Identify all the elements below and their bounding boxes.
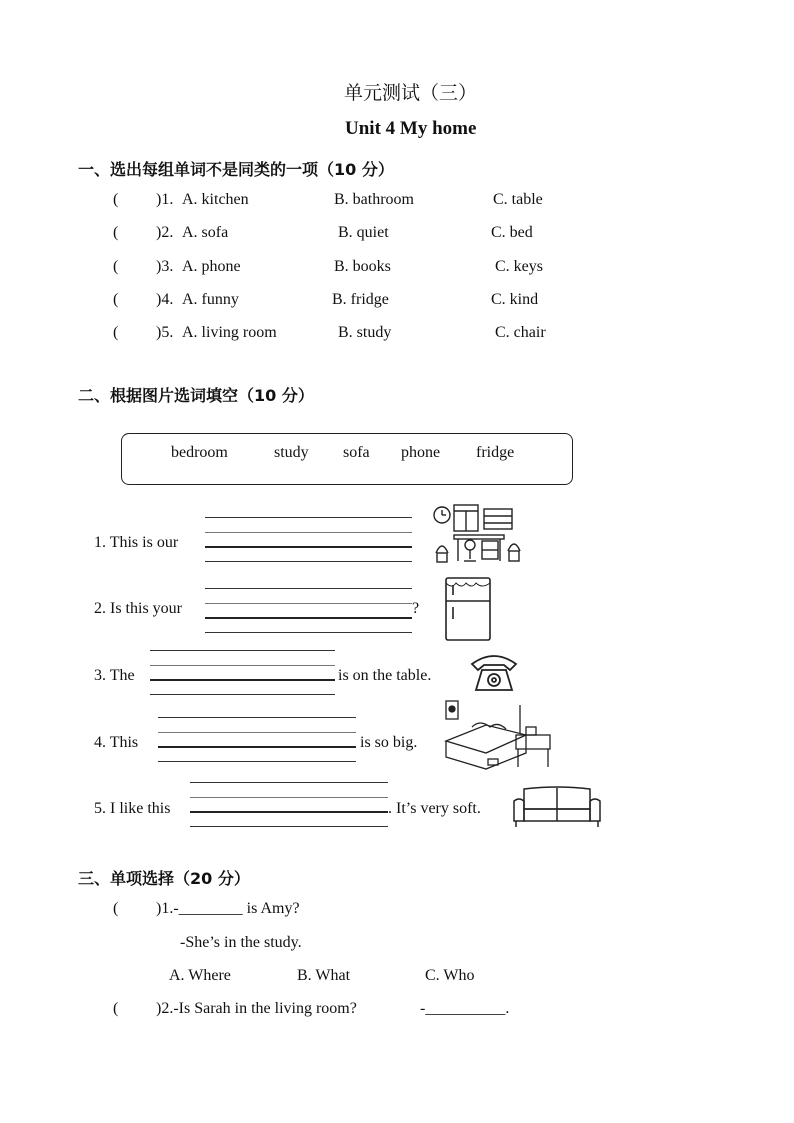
- fill-item-prompt: 2. Is this your: [94, 600, 182, 617]
- question-number: )4.: [156, 291, 174, 308]
- question-number: )1.: [156, 191, 174, 208]
- option-a: A. funny: [182, 291, 239, 308]
- question-number: )2.: [156, 224, 174, 241]
- word-bank-item: fridge: [476, 444, 515, 461]
- fill-item-suffix: ?: [412, 600, 420, 617]
- study-room-icon: [432, 503, 524, 565]
- option-b: B. books: [334, 258, 391, 275]
- option-b: B. fridge: [332, 291, 389, 308]
- option-a: A. phone: [182, 258, 241, 275]
- word-bank-item: sofa: [343, 444, 370, 461]
- fill-item-prompt: 3. The: [94, 667, 135, 684]
- option-b: B. bathroom: [334, 191, 414, 208]
- page-subtitle: Unit 4 My home: [345, 118, 477, 139]
- question-answer-line: -__________.: [420, 1000, 510, 1017]
- writing-lines[interactable]: [150, 650, 335, 696]
- section-1-heading: 一、选出每组单词不是同类的一项（10 分）: [78, 160, 394, 179]
- word-bank-item: phone: [401, 444, 441, 461]
- option-a: A. Where: [169, 967, 231, 984]
- fill-item-prompt: 5. I like this: [94, 800, 171, 817]
- answer-paren[interactable]: (: [113, 1000, 119, 1017]
- writing-lines[interactable]: [205, 517, 412, 563]
- option-c: C. Who: [425, 967, 475, 984]
- option-a: A. kitchen: [182, 191, 249, 208]
- answer-paren[interactable]: (: [113, 900, 119, 917]
- writing-lines[interactable]: [205, 588, 412, 634]
- answer-paren[interactable]: (: [113, 224, 119, 241]
- question-text: )1.-________ is Amy?: [156, 900, 300, 917]
- writing-lines[interactable]: [190, 782, 388, 828]
- question-answer-line: -She’s in the study.: [180, 934, 302, 951]
- option-b: B. What: [297, 967, 351, 984]
- option-c: C. table: [493, 191, 543, 208]
- section-3-heading: 三、单项选择（20 分）: [78, 869, 250, 888]
- option-a: A. sofa: [182, 224, 229, 241]
- page-title: 单元测试（三）: [344, 82, 478, 104]
- answer-paren[interactable]: (: [113, 191, 119, 208]
- fridge-icon: [443, 575, 493, 643]
- option-c: C. bed: [491, 224, 533, 241]
- question-number: )5.: [156, 324, 174, 341]
- writing-lines[interactable]: [158, 717, 356, 763]
- sofa-icon: [512, 785, 602, 829]
- word-bank-item: study: [274, 444, 309, 461]
- fill-item-suffix: is on the table.: [338, 667, 432, 684]
- fill-item-suffix: is so big.: [360, 734, 418, 751]
- question-text: )2.-Is Sarah in the living room?: [156, 1000, 357, 1017]
- option-b: B. quiet: [338, 224, 389, 241]
- option-a: A. living room: [182, 324, 277, 341]
- question-number: )3.: [156, 258, 174, 275]
- option-b: B. study: [338, 324, 392, 341]
- word-bank-item: bedroom: [171, 444, 228, 461]
- bedroom-icon: [442, 697, 554, 773]
- fill-item-prompt: 4. This: [94, 734, 139, 751]
- option-c: C. chair: [495, 324, 546, 341]
- answer-paren[interactable]: (: [113, 258, 119, 275]
- answer-paren[interactable]: (: [113, 291, 119, 308]
- option-c: C. kind: [491, 291, 539, 308]
- option-c: C. keys: [495, 258, 543, 275]
- telephone-icon: [468, 650, 520, 694]
- section-2-heading: 二、根据图片选词填空（10 分）: [78, 386, 314, 405]
- answer-paren[interactable]: (: [113, 324, 119, 341]
- fill-item-prompt: 1. This is our: [94, 534, 179, 551]
- fill-item-suffix: . It’s very soft.: [388, 800, 481, 817]
